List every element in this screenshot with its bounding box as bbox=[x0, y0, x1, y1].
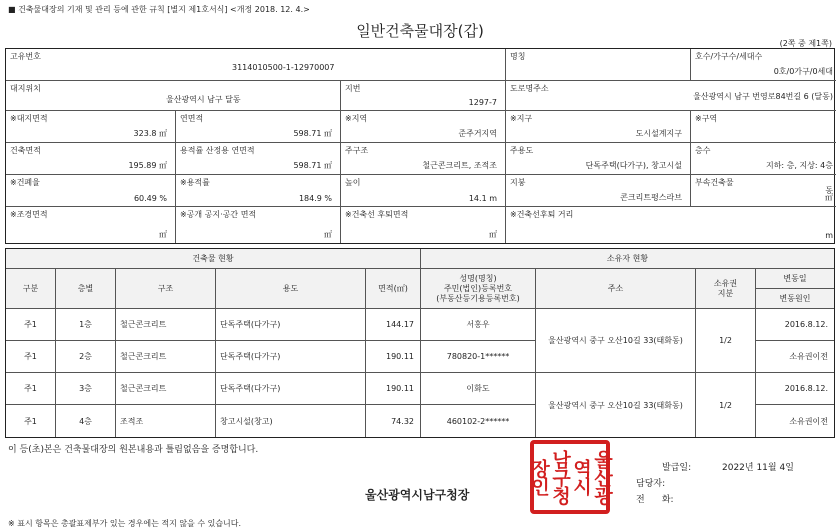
col-change-date-header: 변동일 bbox=[756, 269, 834, 289]
floors-cell: 층수 지하: 층, 지상: 4층 bbox=[691, 143, 836, 175]
owner-name: 서홍우 bbox=[421, 309, 536, 341]
row-type: 주1 bbox=[6, 309, 56, 341]
page-title: 일반건축물대장(갑) bbox=[356, 22, 484, 40]
owner-name: 이화도 bbox=[421, 373, 536, 405]
owner-id: 780820-1****** bbox=[421, 341, 536, 373]
setback-dist-cell: ※건축선후퇴 거리 m bbox=[510, 210, 833, 240]
owner-change-date: 2016.8.12. bbox=[756, 309, 834, 341]
row-floor: 3층 bbox=[56, 373, 116, 405]
col-address-header: 주소 bbox=[536, 269, 696, 309]
row-structure: 철근콘크리트 bbox=[116, 373, 216, 405]
unique-no-value: 3114010500-1-12970007 bbox=[232, 63, 335, 72]
row-structure: 철근콘크리트 bbox=[116, 341, 216, 373]
setback-area-cell: ※건축선 후퇴면적 ㎡ bbox=[341, 207, 506, 243]
landscape-cell: ※조경면적 ㎡ bbox=[6, 207, 176, 243]
issuer-name: 울산광역시남구청장 bbox=[365, 488, 470, 502]
row-area: 190.11 bbox=[366, 373, 421, 405]
row-structure: 조적조 bbox=[116, 405, 216, 437]
owner-status-title: 소유자 현황 bbox=[421, 249, 834, 269]
row-type: 주1 bbox=[6, 341, 56, 373]
footnote: ※ 표시 항목은 총괄표제부가 있는 경우에는 적지 않을 수 있습니다. bbox=[8, 519, 242, 528]
row-type: 주1 bbox=[6, 405, 56, 437]
sector-cell: ※구역 bbox=[691, 111, 836, 143]
roof-cell: 지붕 콘크리트평스라브 bbox=[506, 175, 691, 207]
col-use-header: 용도 bbox=[216, 269, 366, 309]
row-structure: 철근콘크리트 bbox=[116, 309, 216, 341]
road-address-cell: 도로명주소 울산광역시 남구 번영로84번길 6 (달동) bbox=[506, 81, 836, 111]
info-grid bbox=[5, 48, 835, 244]
owner-address: 울산광역시 중구 오산10길 33(태화동) bbox=[536, 373, 696, 437]
issue-date: 2022년 11월 4일 bbox=[722, 463, 794, 473]
units-cell: 호수/가구수/세대수 0호/0가구/0세대 bbox=[691, 49, 836, 81]
owner-change-reason: 소유권이전 bbox=[789, 416, 828, 426]
row-type: 주1 bbox=[6, 373, 56, 405]
public-space-cell: ※공개 공지·공간 면적 ㎡ bbox=[176, 207, 341, 243]
col-change-reason-header: 변동원인 bbox=[756, 289, 834, 309]
annex-cell: 부속건축물 동 ㎡ bbox=[691, 175, 836, 207]
name-cell: 명칭 bbox=[506, 49, 691, 81]
bcr-cell: ※건폐율 60.49 % bbox=[6, 175, 176, 207]
main-structure-cell: 주구조 철근콘크리트, 조적조 bbox=[341, 143, 506, 175]
status-table bbox=[5, 248, 835, 438]
row-area: 190.11 bbox=[366, 341, 421, 373]
official-seal: 울산광역시 남구청장인 bbox=[530, 440, 610, 514]
floor-area-cell: 연면적 598.71 ㎡ bbox=[176, 111, 341, 143]
zone-cell: ※지역 준주거지역 bbox=[341, 111, 506, 143]
far-area-cell: 용적률 산정용 연면적 598.71 ㎡ bbox=[176, 143, 341, 175]
row-area: 74.32 bbox=[366, 405, 421, 437]
row-use: 단독주택(다가구) bbox=[216, 373, 366, 405]
row-use: 창고시설(창고) bbox=[216, 405, 366, 437]
page-indicator: (2쪽 중 제1쪽) bbox=[779, 39, 832, 48]
col-share-header: 소유권 지분 bbox=[696, 269, 756, 309]
col-floor-header: 층별 bbox=[56, 269, 116, 309]
row-use: 단독주택(다가구) bbox=[216, 309, 366, 341]
location-cell: 대지위치 울산광역시 남구 달동 bbox=[6, 81, 341, 111]
owner-share: 1/2 bbox=[696, 373, 756, 437]
row-area: 144.17 bbox=[366, 309, 421, 341]
owner-change-reason: 소유권이전 bbox=[756, 341, 834, 373]
owner-share: 1/2 bbox=[696, 309, 756, 373]
unique-no-cell: 고유번호 3114010500-1-12970007 bbox=[6, 49, 506, 81]
building-status-title: 건축물 현황 bbox=[6, 249, 421, 269]
col-owner-name-header: 성명(명칭) 주민(법인)등록번호 (부동산등기용등록번호) bbox=[421, 269, 536, 309]
col-area-header: 면적(㎡) bbox=[366, 269, 421, 309]
owner-change-date: 2016.8.12. bbox=[756, 373, 834, 405]
issue-date-label: 발급일: bbox=[662, 463, 692, 473]
col-structure-header: 구조 bbox=[116, 269, 216, 309]
row-floor: 4층 bbox=[56, 405, 116, 437]
building-area-cell: 건축면적 195.89 ㎡ bbox=[6, 143, 176, 175]
regulation-text: ■ 건축물대장의 기재 및 관리 등에 관한 규칙 [별지 제1호서식] <개정 2018. 12. 4.> bbox=[8, 5, 310, 14]
height-cell: 높이 14.1 m bbox=[341, 175, 506, 207]
main-use-cell: 주용도 단독주택(다가구), 창고시설 bbox=[506, 143, 691, 175]
phone-label: 전 화: bbox=[636, 495, 674, 505]
certify-text: 이 등(초)본은 건축물대장의 원본내용과 틀림없음을 증명합니다. bbox=[8, 445, 259, 455]
district-cell: ※지구 도시설계지구 bbox=[506, 111, 691, 143]
officer-label: 담당자: bbox=[636, 479, 666, 489]
row-floor: 2층 bbox=[56, 341, 116, 373]
row-use: 단독주택(다가구) bbox=[216, 341, 366, 373]
site-area-cell: ※대지면적 323.8 ㎡ bbox=[6, 111, 176, 143]
lot-cell: 지번 1297-7 bbox=[341, 81, 506, 111]
col-type-header: 구분 bbox=[6, 269, 56, 309]
owner-id: 460102-2****** bbox=[421, 405, 536, 437]
row-floor: 1층 bbox=[56, 309, 116, 341]
far-cell: ※용적률 184.9 % bbox=[176, 175, 341, 207]
owner-address: 울산광역시 중구 오산10길 33(태화동) bbox=[536, 309, 696, 373]
